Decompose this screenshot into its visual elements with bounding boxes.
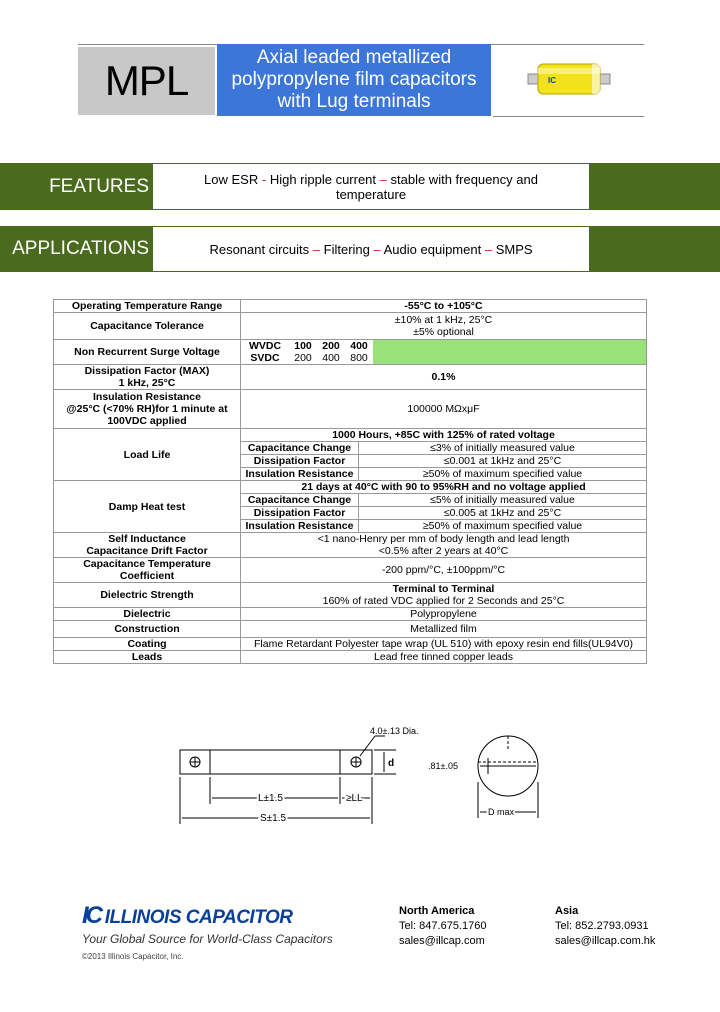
sub-value: ≤0.001 at 1kHz and 25°C xyxy=(359,455,646,468)
wvdc-label: WVDC xyxy=(248,340,282,352)
d-dim-label: d xyxy=(388,758,395,769)
application-2: Filtering xyxy=(323,241,370,257)
dimension-drawing xyxy=(170,722,560,827)
damp-heat-detail xyxy=(241,481,647,533)
features-label: FEATURES xyxy=(49,175,149,197)
sub-label: Insulation Resistance xyxy=(241,520,359,532)
applications-label-block xyxy=(0,226,153,272)
logo-mark: IC xyxy=(82,902,100,929)
spec-value: Lead free tinned copper leads xyxy=(241,651,647,664)
spec-value: -55°C to +105°C xyxy=(241,300,647,313)
table-row xyxy=(54,365,647,390)
features-label-block xyxy=(0,163,153,210)
features-right-block xyxy=(589,163,720,210)
sub-label: Capacitance Change xyxy=(241,442,359,455)
svdc-value: 200 xyxy=(294,352,312,364)
spec-label: Load Life xyxy=(54,429,241,481)
dielectric-strength-value: 160% of rated VDC applied for 2 Seconds and 25°C xyxy=(322,595,565,607)
sub-label: Insulation Resistance xyxy=(241,468,359,480)
features-text xyxy=(153,163,589,210)
table-row xyxy=(54,558,647,583)
spec-label xyxy=(54,558,241,583)
spec-value: -200 ppm/°C, ±100ppm/°C xyxy=(241,558,647,583)
sub-label: Capacitance Change xyxy=(241,494,359,507)
model-name-box xyxy=(78,47,215,115)
application-separator: – xyxy=(481,241,496,257)
spec-label: Self Inductance xyxy=(54,533,241,546)
cap-tol-value-2: ±5% optional xyxy=(413,326,474,338)
spec-label: Dielectric xyxy=(54,608,241,621)
region-heading: North America xyxy=(399,905,475,917)
north-america-contact xyxy=(399,904,486,949)
email-link[interactable]: sales@illcap.com.hk xyxy=(555,935,656,947)
S-dim-label: S±1.5 xyxy=(260,813,287,824)
company-logo xyxy=(82,902,292,930)
phone-number: Tel: 852.2793.0931 xyxy=(555,920,649,932)
ir-label-2: @25°C (<70% RH)for 1 minute at xyxy=(66,403,228,415)
sub-label: Dissipation Factor xyxy=(241,507,359,520)
application-3: Audio equipment xyxy=(383,241,482,257)
spec-label: Capacitance Drift Factor xyxy=(54,545,241,558)
spec-label: Coating xyxy=(54,638,241,651)
ir-label-1: Insulation Resistance xyxy=(93,391,201,403)
damp-heat-header: 21 days at 40°C with 90 to 95%RH and no voltage applied xyxy=(241,481,646,494)
spec-value: Polypropylene xyxy=(241,608,647,621)
spec-label xyxy=(54,365,241,390)
svdc-value: 400 xyxy=(322,352,340,364)
spec-label: Capacitance Tolerance xyxy=(54,313,241,340)
spec-value: Metallized film xyxy=(241,621,647,638)
wvdc-value: 200 xyxy=(322,340,340,352)
phone-number: Tel: 847.675.1760 xyxy=(399,920,487,932)
spec-value: Flame Retardant Polyester tape wrap (UL 510) with epoxy resin end fills(UL94V0) xyxy=(241,638,647,651)
dielectric-strength-header: Terminal to Terminal xyxy=(392,583,495,595)
table-row xyxy=(54,481,647,533)
product-title-box xyxy=(217,44,491,116)
LL-dim-label: ≥LL xyxy=(346,793,363,804)
spec-label: Damp Heat test xyxy=(54,481,241,533)
sub-value: ≥50% of maximum specified value xyxy=(422,520,583,532)
temp-coef-label-2: Coefficient xyxy=(119,570,175,582)
load-life-header: 1000 Hours, +85C with 125% of rated voltage xyxy=(241,429,646,442)
surge-voltage-grid xyxy=(241,340,647,365)
L-dim-label: L±1.5 xyxy=(258,793,283,804)
svdc-value: 800 xyxy=(350,352,368,364)
df-label-1: Dissipation Factor (MAX) xyxy=(84,365,210,377)
application-separator: – xyxy=(369,241,384,257)
spec-label: Non Recurrent Surge Voltage xyxy=(54,340,241,365)
capacitor-product-image xyxy=(526,60,612,98)
model-name: MPL xyxy=(104,57,189,104)
ir-label-3: 100VDC applied xyxy=(107,415,187,427)
product-title-line-2: polypropylene film capacitors xyxy=(231,69,477,90)
spec-value: 100000 MΩxμF xyxy=(241,390,647,429)
applications-label: APPLICATIONS xyxy=(12,238,149,259)
application-separator: – xyxy=(309,241,324,257)
table-row xyxy=(54,429,647,481)
application-1: Resonant circuits xyxy=(209,241,310,257)
D-max-label: D max xyxy=(488,807,515,817)
df-label-2: 1 kHz, 25°C xyxy=(118,377,176,389)
spec-label: Operating Temperature Range xyxy=(54,300,241,313)
table-row xyxy=(54,313,647,340)
spec-value xyxy=(241,313,647,340)
specifications-table xyxy=(53,299,647,664)
surge-highlight xyxy=(373,340,646,364)
wvdc-value: 100 xyxy=(294,340,312,352)
load-life-detail xyxy=(241,429,647,481)
spec-label: Leads xyxy=(54,651,241,664)
table-row xyxy=(54,583,647,608)
sub-value: ≤3% of initially measured value xyxy=(359,442,646,455)
table-row xyxy=(54,545,647,558)
cap-tol-value-1: ±10% at 1 kHz, 25°C xyxy=(394,314,493,326)
table-row xyxy=(54,651,647,664)
asia-contact xyxy=(555,904,655,949)
hole-dim-label: 4.0±.13 Dia. xyxy=(370,726,419,736)
spec-value: 0.1% xyxy=(241,365,647,390)
feature-separator: – xyxy=(376,171,391,187)
spec-label xyxy=(54,390,241,429)
table-row xyxy=(54,390,647,429)
feature-2: High ripple current xyxy=(269,171,377,187)
sub-label: Dissipation Factor xyxy=(241,455,359,468)
logo-name: ILLINOIS CAPACITOR xyxy=(104,907,293,928)
applications-text xyxy=(153,226,589,272)
table-row xyxy=(54,621,647,638)
sub-value: ≤5% of initially measured value xyxy=(359,494,646,507)
lead-dim-label: .81±.05 xyxy=(428,761,458,771)
spec-value: <1 nano-Henry per mm of body length and lead length xyxy=(241,533,647,546)
sub-value: ≤0.005 at 1kHz and 25°C xyxy=(359,507,646,520)
table-row xyxy=(54,638,647,651)
feature-separator: - xyxy=(258,171,270,187)
svg-text:IC: IC xyxy=(548,76,556,85)
region-heading: Asia xyxy=(555,905,579,917)
company-tagline: Your Global Source for World-Class Capacitors xyxy=(82,932,333,946)
spec-label: Construction xyxy=(54,621,241,638)
table-row xyxy=(54,340,647,365)
email-link[interactable]: sales@illcap.com xyxy=(399,935,485,947)
applications-right-block xyxy=(589,226,720,272)
spec-label: Dielectric Strength xyxy=(54,583,241,608)
table-row xyxy=(54,533,647,546)
spec-value xyxy=(241,583,647,608)
sub-value: ≥50% of maximum specified value xyxy=(422,468,583,480)
header-rule-bottom xyxy=(493,116,644,117)
table-row xyxy=(54,608,647,621)
copyright-notice: ©2013 Illinois Capacitor, Inc. xyxy=(82,952,184,961)
product-title-line-3: with Lug terminals xyxy=(277,91,431,112)
spec-value: <0.5% after 2 years at 40°C xyxy=(241,545,647,558)
feature-1: Low ESR xyxy=(204,171,259,187)
feature-3: stable with frequency and temperature xyxy=(335,171,538,202)
svdc-label: SVDC xyxy=(250,352,280,364)
temp-coef-label-1: Capacitance Temperature xyxy=(83,558,211,570)
wvdc-value: 400 xyxy=(350,340,368,352)
application-4: SMPS xyxy=(495,241,533,257)
product-title-line-1: Axial leaded metallized xyxy=(256,47,452,68)
table-row xyxy=(54,300,647,313)
